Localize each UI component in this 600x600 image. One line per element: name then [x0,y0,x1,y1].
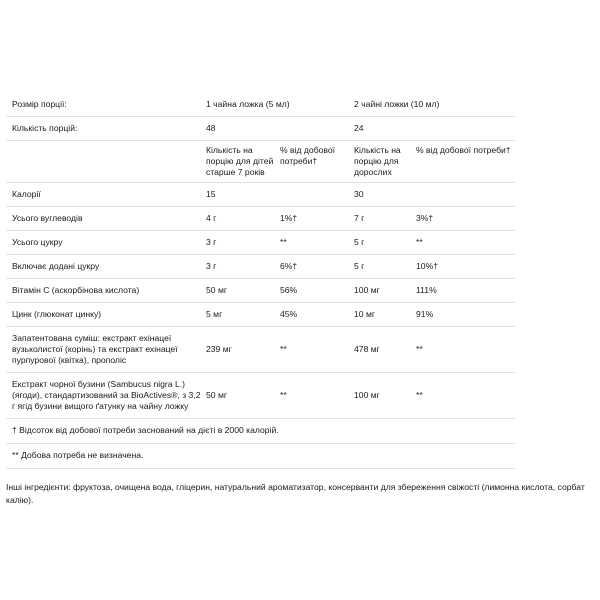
nutrient-name: Екстракт чорної бузини (Sambucus nigra L.) (ягоди), стандартизований за BioActives®, з 3,2 г ягід бузини вищого ґатунку на чайну ложку [6,373,206,419]
nutrient-name: Калорії [6,183,206,207]
adult-dv: 111% [416,279,516,303]
child-amount: 15 [206,183,280,207]
supplement-facts-panel [6,93,516,469]
child-amount: 3 г [206,231,280,255]
column-header-row [6,141,516,183]
nutrient-name: Запатентована суміш: екстракт ехінацеї вузьколистої (корінь) та екстракт ехінацеї пурпурової (квітка), прополіс [6,327,206,373]
child-dv: ** [280,231,354,255]
adult-dv [416,183,516,207]
nutrient-row [6,279,516,303]
child-amount: 239 мг [206,327,280,373]
nutrient-row [6,255,516,279]
adult-dv: ** [416,231,516,255]
child-dv-header: % від добової потреби† [280,141,354,183]
elderberry-extract-row [6,373,516,419]
nutrient-name: Вітамін С (аскорбінова кислота) [6,279,206,303]
child-amount-header: Кількість на порцію для дітей старше 7 років [206,141,280,183]
nutrient-name: Усього цукру [6,231,206,255]
adult-amount: 30 [354,183,416,207]
adult-amount-header: Кількість на порцію для дорослих [354,141,416,183]
daily-value-note-row [6,419,516,444]
nutrient-name: Включає додані цукру [6,255,206,279]
child-amount: 50 мг [206,279,280,303]
child-dv: 6%† [280,255,354,279]
adult-dv: 10%† [416,255,516,279]
nutrient-row [6,231,516,255]
adult-dv: 3%† [416,207,516,231]
adult-amount: 478 мг [354,327,416,373]
adult-amount: 7 г [354,207,416,231]
nutrient-name: Цинк (глюконат цинку) [6,303,206,327]
child-dv: ** [280,327,354,373]
daily-value-note: † Відсоток від добової потреби заснований на дієті в 2000 калорій. [6,419,516,444]
child-dv: 56% [280,279,354,303]
nutrient-row [6,183,516,207]
serving-size-row [6,93,516,117]
child-amount: 3 г [206,255,280,279]
adult-dv-header: % від добової потреби† [416,141,516,183]
serving-size-adult: 2 чайні ложки (10 мл) [354,93,516,117]
serving-size-label: Розмір порції: [6,93,206,117]
child-dv: ** [280,373,354,419]
child-dv: 1%† [280,207,354,231]
child-amount: 5 мг [206,303,280,327]
undetermined-note: ** Добова потреба не визначена. [6,444,516,469]
adult-amount: 5 г [354,255,416,279]
adult-amount: 100 мг [354,279,416,303]
adult-amount: 5 г [354,231,416,255]
adult-amount: 100 мг [354,373,416,419]
column-header-empty [6,141,206,183]
servings-child: 48 [206,117,354,141]
adult-dv: 91% [416,303,516,327]
servings-label: Кількість порцій: [6,117,206,141]
child-dv [280,183,354,207]
undetermined-note-row [6,444,516,469]
adult-dv: ** [416,327,516,373]
nutrient-name: Усього вуглеводів [6,207,206,231]
nutrient-row [6,207,516,231]
proprietary-blend-row [6,327,516,373]
other-ingredients: Інші інгредієнти: фруктоза, очищена вода, гліцерин, натуральний ароматизатор, консерванти для збереження свіжості (лимонна кислота, сорбат калію). [6,482,585,505]
child-dv: 45% [280,303,354,327]
supplement-facts-table [6,93,516,469]
servings-adult: 24 [354,117,516,141]
serving-size-child: 1 чайна ложка (5 мл) [206,93,354,117]
child-amount: 50 мг [206,373,280,419]
adult-dv: ** [416,373,516,419]
adult-amount: 10 мг [354,303,416,327]
nutrient-row [6,303,516,327]
servings-per-container-row [6,117,516,141]
child-amount: 4 г [206,207,280,231]
